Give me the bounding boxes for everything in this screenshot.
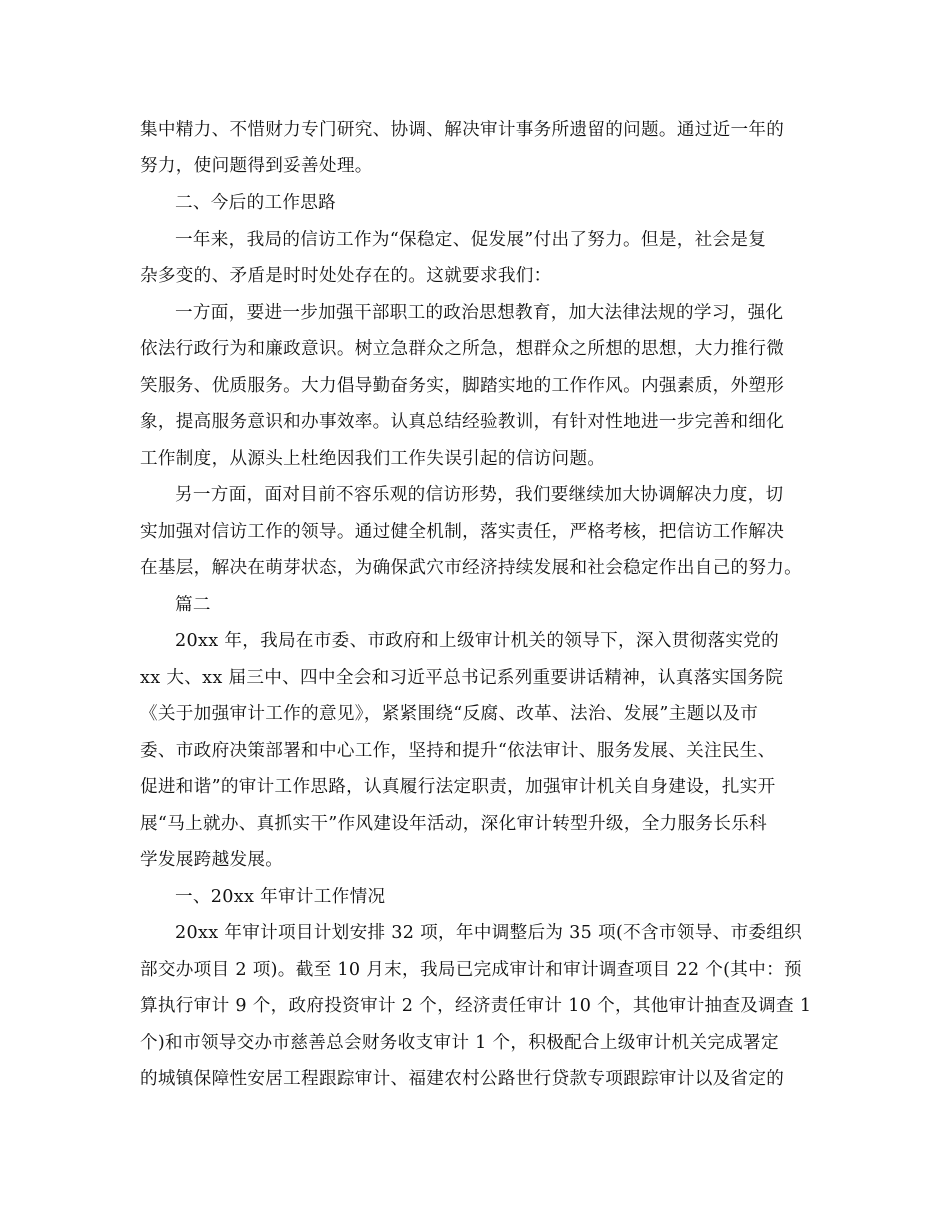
paragraph-line: 个)和市领导交办市慈善总会财务收支审计 1 个，积极配合上级审计机关完成署定: [140, 1033, 779, 1053]
paragraph-line: 委、市政府决策部署和中心工作，坚持和提升“依法审计、服务发展、关注民生、: [140, 741, 776, 761]
section-heading: 一、20xx 年审计工作情况: [175, 887, 386, 907]
paragraph-line: 在基层，解决在萌芽状态，为确保武穴市经济持续发展和社会稳定作出自己的努力。: [140, 558, 803, 578]
paragraph-line: 依法行政行为和廉政意识。树立急群众之所急，想群众之所想的思想，大力推行微: [140, 339, 785, 359]
paragraph-line: 促进和谐”的审计工作思路，认真履行法定职责，加强审计机关自身建设，扎实开: [140, 777, 776, 797]
paragraph-line: 集中精力、不惜财力专门研究、协调、解决审计事务所遗留的问题。通过近一年的: [140, 120, 785, 140]
paragraph-line: 20xx 年审计项目计划安排 32 项，年中调整后为 35 项(不含市领导、市委组织: [175, 923, 803, 943]
paragraph-line: 《关于加强审计工作的意见》，紧紧围绕“反腐、改革、法治、发展”主题以及市: [140, 704, 759, 724]
section-heading: 二、今后的工作思路: [175, 193, 337, 213]
paragraph-line: 一年来，我局的信访工作为“保稳定、促发展”付出了努力。但是，社会是复: [175, 230, 767, 250]
section-heading: 篇二: [175, 595, 211, 615]
paragraph-line: 算执行审计 9 个，政府投资审计 2 个，经济责任审计 10 个，其他审计抽查及调查 1: [140, 996, 812, 1016]
paragraph-line: 学发展跨越发展。: [140, 850, 284, 870]
paragraph-line: 努力，使问题得到妥善处理。: [140, 156, 373, 176]
paragraph-line: 笑服务、优质服务。大力倡导勤奋务实，脚踏实地的工作作风。内强素质，外塑形: [140, 376, 785, 396]
paragraph-line: 象，提高服务意识和办事效率。认真总结经验教训，有针对性地进一步完善和细化: [140, 412, 785, 432]
paragraph-line: 的城镇保障性安居工程跟踪审计、福建农村公路世行贷款专项跟踪审计以及省定的: [140, 1069, 785, 1089]
paragraph-line: xx 大、xx 届三中、四中全会和习近平总书记系列重要讲话精神，认真落实国务院: [140, 668, 784, 688]
paragraph-line: 工作制度，从源头上杜绝因我们工作失误引起的信访问题。: [140, 449, 606, 469]
paragraph-line: 一方面，要进一步加强干部职工的政治思想教育，加大法律法规的学习，强化: [175, 303, 784, 323]
paragraph-line: 20xx 年，我局在市委、市政府和上级审计机关的领导下，深入贯彻落实党的: [175, 631, 780, 651]
paragraph-line: 实加强对信访工作的领导。通过健全机制，落实责任，严格考核，把信访工作解决: [140, 522, 785, 542]
paragraph-line: 部交办项目 2 项)。截至 10 月末，我局已完成审计和审计调查项目 22 个(其中：预: [140, 960, 802, 980]
paragraph-line: 展“马上就办、真抓实干”作风建设年活动，深化审计转型升级，全力服务长乐科: [140, 814, 767, 834]
paragraph-line: 杂多变的、矛盾是时时处处存在的。这就要求我们：: [140, 266, 552, 286]
paragraph-line: 另一方面，面对目前不容乐观的信访形势，我们要继续加大协调解决力度，切: [175, 485, 784, 505]
